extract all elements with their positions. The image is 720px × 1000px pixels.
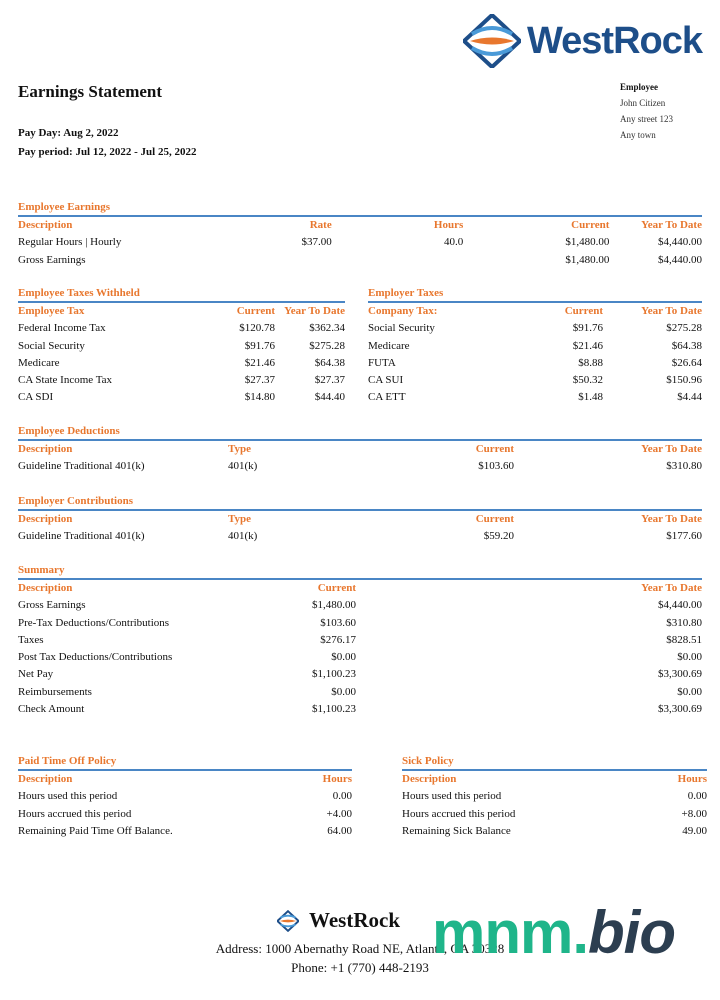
watermark-part2: bio — [588, 899, 676, 966]
table-cell: $310.80 — [666, 616, 702, 629]
column-header: Description — [18, 443, 73, 455]
table-cell: Guideline Traditional 401(k) — [18, 460, 145, 473]
employee-deductions-section — [18, 425, 702, 476]
table-cell: $1,480.00 — [565, 236, 610, 249]
pto-policy-section — [18, 755, 352, 840]
employee-name: John Citizen — [620, 98, 666, 108]
table-cell: CA State Income Tax — [18, 374, 113, 387]
table-row — [402, 788, 707, 805]
westrock-diamond-icon — [463, 14, 521, 68]
column-header: Year To Date — [641, 582, 702, 594]
table-cell: CA SUI — [368, 374, 404, 387]
table-cell: +4.00 — [326, 807, 352, 820]
column-header: Description — [18, 513, 73, 525]
table-cell: 401(k) — [228, 530, 258, 543]
table-cell: 64.00 — [327, 824, 352, 837]
column-header: Current — [317, 582, 356, 594]
column-header: Year To Date — [284, 305, 345, 317]
employee-earnings-section — [18, 201, 702, 269]
section-title: Sick Policy — [402, 755, 454, 767]
table-cell: $103.60 — [478, 460, 514, 473]
employee-street: Any street 123 — [620, 114, 673, 124]
footer-brand: WestRock — [309, 908, 400, 932]
table-cell: $828.51 — [666, 633, 702, 646]
watermark-part1: mnm. — [432, 899, 589, 966]
table-cell: 0.00 — [687, 790, 707, 803]
table-cell: $275.28 — [309, 339, 345, 352]
table-row — [18, 684, 702, 701]
table-row — [402, 823, 707, 840]
table-row — [18, 615, 702, 632]
table-cell: $103.60 — [320, 616, 356, 629]
table-cell: 40.0 — [444, 236, 464, 249]
table-cell — [332, 252, 464, 269]
table-row — [18, 389, 345, 406]
table-row — [18, 458, 702, 475]
footer-logo — [277, 908, 400, 933]
table-row — [18, 666, 702, 683]
table-header-row — [18, 303, 345, 320]
table-cell: $3,300.69 — [658, 703, 702, 716]
watermark — [432, 898, 675, 967]
section-title: Employer Contributions — [18, 495, 134, 507]
table-cell: Hours accrued this period — [402, 807, 516, 820]
column-header: Hours — [677, 773, 707, 785]
table-cell: $177.60 — [666, 530, 702, 543]
section-title: Employee Taxes Withheld — [18, 287, 140, 299]
table-cell: Regular Hours | Hourly — [18, 236, 122, 249]
table-cell: $276.17 — [320, 633, 356, 646]
table-cell: $0.00 — [331, 685, 356, 698]
table-row — [368, 355, 702, 372]
column-header: Current — [236, 305, 275, 317]
table-cell: $0.00 — [677, 685, 702, 698]
table-cell: $44.40 — [314, 391, 345, 404]
table-cell: $150.96 — [666, 374, 702, 387]
employer-contributions-section — [18, 495, 702, 546]
table-cell: $3,300.69 — [658, 668, 702, 681]
table-cell: $362.34 — [309, 322, 345, 335]
table-cell: $64.38 — [671, 339, 702, 352]
table-row — [18, 806, 352, 823]
table-row — [402, 806, 707, 823]
table-cell: $1.48 — [578, 391, 603, 404]
table-cell: Pre-Tax Deductions/Contributions — [18, 616, 170, 629]
column-header: Description — [18, 773, 73, 785]
table-cell: FUTA — [368, 356, 396, 369]
table-cell: $27.37 — [244, 374, 275, 387]
table-row — [18, 372, 345, 389]
table-cell: $91.76 — [244, 339, 275, 352]
column-header: Hours — [433, 219, 464, 231]
column-header: Rate — [309, 219, 332, 231]
table-row — [18, 320, 345, 337]
table-header-row — [18, 441, 702, 458]
pay-period: Pay period: Jul 12, 2022 - Jul 25, 2022 — [18, 146, 197, 158]
table-cell: 401(k) — [228, 460, 258, 473]
table-row — [18, 355, 345, 372]
column-header: Description — [402, 773, 457, 785]
column-header: Current — [475, 443, 514, 455]
table-cell: CA ETT — [368, 391, 406, 404]
table-header-row — [18, 511, 702, 528]
table-cell: $1,100.23 — [312, 668, 356, 681]
table-cell: $0.00 — [677, 651, 702, 664]
table-row — [368, 372, 702, 389]
table-cell: $1,100.23 — [312, 703, 356, 716]
table-cell: Hours used this period — [18, 790, 118, 803]
section-title: Employee Deductions — [18, 425, 120, 437]
table-header-row — [18, 771, 352, 788]
table-cell: $4,440.00 — [657, 253, 702, 266]
table-cell: $91.76 — [572, 322, 603, 335]
table-cell: Remaining Paid Time Off Balance. — [18, 824, 173, 837]
section-title: Employer Taxes — [368, 287, 444, 299]
section-title: Paid Time Off Policy — [18, 755, 117, 767]
summary-section — [18, 564, 702, 718]
employer-taxes-section — [368, 287, 702, 407]
table-cell: $4,440.00 — [657, 236, 702, 249]
westrock-diamond-icon — [277, 910, 299, 932]
table-cell: $4,440.00 — [658, 599, 702, 612]
column-header: Hours — [322, 773, 352, 785]
section-title: Summary — [18, 564, 65, 576]
table-cell: Reimbursements — [18, 685, 92, 698]
table-row — [18, 252, 702, 269]
column-header: Year To Date — [641, 513, 702, 525]
table-row — [18, 338, 345, 355]
column-header: Current — [475, 513, 514, 525]
table-cell: Medicare — [18, 356, 60, 369]
column-header: Type — [228, 513, 252, 525]
table-cell: Social Security — [368, 322, 435, 335]
section-title: Employee Earnings — [18, 201, 110, 213]
table-cell: $14.80 — [244, 391, 275, 404]
table-row — [18, 649, 702, 666]
column-header: Year To Date — [641, 219, 702, 231]
table-cell: $275.28 — [666, 322, 702, 335]
table-cell — [271, 252, 331, 269]
footer-phone: Phone: +1 (770) 448-2193 — [291, 960, 429, 975]
employee-label: Employee — [620, 82, 658, 92]
table-row — [368, 389, 702, 406]
column-header: Employee Tax — [18, 305, 85, 317]
table-cell: $8.88 — [578, 356, 603, 369]
table-row — [18, 788, 352, 805]
table-cell: Social Security — [18, 339, 85, 352]
column-header: Year To Date — [641, 305, 702, 317]
table-row — [18, 701, 702, 718]
table-row — [18, 823, 352, 840]
table-cell: $26.64 — [671, 356, 702, 369]
table-header-row — [18, 580, 702, 597]
westrock-logo — [463, 14, 702, 68]
table-cell: Gross Earnings — [18, 599, 86, 612]
table-cell: Federal Income Tax — [18, 322, 106, 335]
employee-town: Any town — [620, 130, 656, 140]
table-header-row — [18, 217, 702, 234]
table-cell: $1,480.00 — [312, 599, 356, 612]
table-cell: Hours used this period — [402, 790, 502, 803]
table-row — [18, 528, 702, 545]
table-cell: Gross Earnings — [18, 253, 86, 266]
page-title: Earnings Statement — [18, 82, 163, 101]
table-cell: Medicare — [368, 339, 410, 352]
table-row — [18, 597, 702, 614]
table-cell: Remaining Sick Balance — [402, 824, 511, 837]
table-row — [368, 338, 702, 355]
table-row — [368, 320, 702, 337]
column-header: Company Tax: — [368, 305, 438, 317]
table-cell: CA SDI — [18, 391, 54, 404]
column-header: Year To Date — [641, 443, 702, 455]
table-cell: Check Amount — [18, 703, 85, 716]
table-cell: $310.80 — [666, 460, 702, 473]
column-header: Description — [18, 582, 73, 594]
table-cell: $27.37 — [314, 374, 345, 387]
table-cell: $4.44 — [677, 391, 702, 404]
table-cell: Net Pay — [18, 668, 54, 681]
employee-taxes-section — [18, 287, 345, 407]
table-cell: $59.20 — [483, 530, 514, 543]
table-header-row — [402, 771, 707, 788]
table-cell: $37.00 — [301, 236, 332, 249]
brand-name: WestRock — [526, 19, 702, 62]
column-header: Type — [228, 443, 252, 455]
column-header: Description — [18, 219, 73, 231]
table-row — [18, 632, 702, 649]
table-cell: +8.00 — [681, 807, 707, 820]
table-cell: 49.00 — [682, 824, 707, 837]
column-header: Current — [564, 305, 603, 317]
table-cell: $50.32 — [572, 374, 603, 387]
table-cell: Hours accrued this period — [18, 807, 132, 820]
table-cell: $0.00 — [331, 651, 356, 664]
table-header-row — [368, 303, 702, 320]
footer-address: Address: 1000 Abernathy Road NE, Atlanta, GA 30328 — [215, 941, 505, 956]
table-cell: $21.46 — [572, 339, 603, 352]
table-row — [18, 234, 702, 251]
table-cell: $1,480.00 — [565, 253, 610, 266]
column-header: Current — [571, 219, 610, 231]
table-cell: Guideline Traditional 401(k) — [18, 530, 145, 543]
table-cell: $21.46 — [244, 356, 275, 369]
table-cell: Post Tax Deductions/Contributions — [18, 651, 173, 664]
table-cell: 0.00 — [332, 790, 352, 803]
table-cell: $64.38 — [314, 356, 345, 369]
sick-policy-section — [402, 755, 707, 840]
table-cell: Taxes — [18, 633, 44, 646]
table-cell: $120.78 — [239, 322, 275, 335]
pay-day: Pay Day: Aug 2, 2022 — [18, 127, 119, 139]
